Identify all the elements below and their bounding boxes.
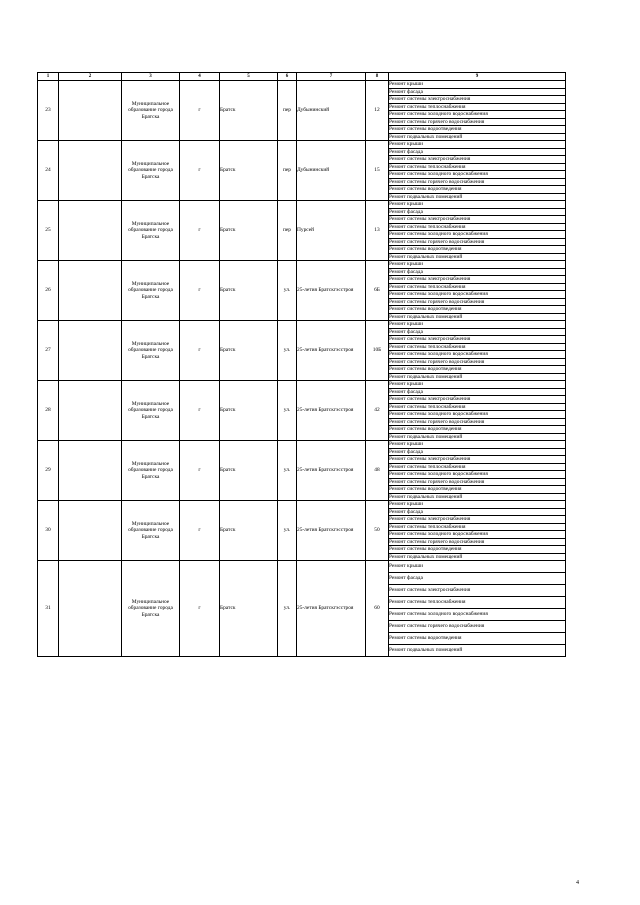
- organization: Муниципальное образование города Братска: [122, 201, 180, 261]
- locality-type: г: [180, 261, 220, 321]
- repair-work-item: Ремонт фасада: [389, 508, 566, 516]
- repair-work-item: Ремонт системы электроснабжения: [389, 396, 566, 404]
- repair-work-item: Ремонт подвальных помещений: [389, 253, 566, 261]
- table-row: [38, 561, 566, 573]
- repair-work-item: Ремонт системы горячего водоснабжения: [389, 418, 566, 426]
- repair-work-item: Ремонт системы горячего водоснабжения: [389, 358, 566, 366]
- repair-work-item: Ремонт системы холодного водоснабжения: [389, 351, 566, 359]
- col-header-4: 4: [180, 73, 220, 81]
- organization: Муниципальное образование города Братска: [122, 321, 180, 381]
- repair-work-item: Ремонт системы горячего водоснабжения: [389, 298, 566, 306]
- empty-cell: [59, 441, 122, 501]
- street-name: 25-летия Братскгэсстроя: [297, 561, 366, 657]
- table-row: [38, 261, 566, 269]
- organization: Муниципальное образование города Братска: [122, 561, 180, 657]
- street-name: 25-летия Братскгэсстроя: [297, 261, 366, 321]
- city: Братск: [220, 81, 278, 141]
- locality-type: г: [180, 201, 220, 261]
- housing-repair-table: [37, 72, 566, 657]
- repair-work-item: Ремонт системы теплоснабжения: [389, 463, 566, 471]
- street-type: ул.: [278, 501, 297, 561]
- table-row: [38, 501, 566, 509]
- row-number: 27: [38, 321, 59, 381]
- repair-work-item: Ремонт системы электроснабжения: [389, 585, 566, 597]
- repair-work-item: Ремонт фасада: [389, 328, 566, 336]
- table-row: [38, 81, 566, 89]
- house-number: 15: [366, 141, 389, 201]
- locality-type: г: [180, 561, 220, 657]
- locality-type: г: [180, 381, 220, 441]
- repair-work-item: Ремонт системы горячего водоснабжения: [389, 538, 566, 546]
- street-type: ул.: [278, 321, 297, 381]
- row-number: 30: [38, 501, 59, 561]
- repair-work-item: Ремонт системы холодного водоснабжения: [389, 471, 566, 479]
- row-number: 24: [38, 141, 59, 201]
- repair-work-item: Ремонт системы теплоснабжения: [389, 523, 566, 531]
- house-number: 50: [366, 501, 389, 561]
- row-number: 25: [38, 201, 59, 261]
- repair-work-item: Ремонт системы электроснабжения: [389, 516, 566, 524]
- repair-work-item: Ремонт системы электроснабжения: [389, 216, 566, 224]
- house-number: 13: [366, 201, 389, 261]
- col-header-7: 7: [297, 73, 366, 81]
- page-number: 4: [576, 880, 579, 886]
- repair-work-item: Ремонт системы водоотведения: [389, 486, 566, 494]
- col-header-9: 9: [389, 73, 566, 81]
- repair-work-item: Ремонт подвальных помещений: [389, 645, 566, 657]
- repair-work-item: Ремонт системы электроснабжения: [389, 156, 566, 164]
- city: Братск: [220, 501, 278, 561]
- street-type: ул.: [278, 441, 297, 501]
- repair-work-item: Ремонт системы горячего водоснабжения: [389, 621, 566, 633]
- table-body: [38, 81, 566, 657]
- repair-work-item: Ремонт системы горячего водоснабжения: [389, 118, 566, 126]
- repair-work-item: Ремонт подвальных помещений: [389, 553, 566, 561]
- street-name: 25-летия Братскгэсстроя: [297, 381, 366, 441]
- col-header-3: 3: [122, 73, 180, 81]
- house-number: 42: [366, 381, 389, 441]
- empty-cell: [59, 81, 122, 141]
- repair-work-item: Ремонт фасада: [389, 573, 566, 585]
- house-number: 60: [366, 561, 389, 657]
- repair-work-item: Ремонт крыши: [389, 441, 566, 449]
- organization: Муниципальное образование города Братска: [122, 501, 180, 561]
- repair-work-item: Ремонт системы электроснабжения: [389, 96, 566, 104]
- street-type: ул.: [278, 381, 297, 441]
- repair-work-item: Ремонт фасада: [389, 148, 566, 156]
- repair-work-item: Ремонт подвальных помещений: [389, 133, 566, 141]
- col-header-8: 8: [366, 73, 389, 81]
- street-type: пер: [278, 201, 297, 261]
- repair-work-item: Ремонт фасада: [389, 448, 566, 456]
- col-header-5: 5: [220, 73, 278, 81]
- empty-cell: [59, 501, 122, 561]
- repair-work-item: Ремонт системы водоотведения: [389, 633, 566, 645]
- row-number: 28: [38, 381, 59, 441]
- repair-work-item: Ремонт системы холодного водоснабжения: [389, 171, 566, 179]
- repair-work-item: Ремонт системы водоотведения: [389, 126, 566, 134]
- city: Братск: [220, 441, 278, 501]
- col-header-6: 6: [278, 73, 297, 81]
- repair-work-item: Ремонт системы теплоснабжения: [389, 103, 566, 111]
- locality-type: г: [180, 141, 220, 201]
- city: Братск: [220, 261, 278, 321]
- organization: Муниципальное образование города Братска: [122, 141, 180, 201]
- repair-work-item: Ремонт системы горячего водоснабжения: [389, 478, 566, 486]
- street-name: 25-летия Братскгэсстроя: [297, 441, 366, 501]
- table-row: [38, 201, 566, 209]
- repair-work-item: Ремонт системы горячего водоснабжения: [389, 238, 566, 246]
- row-number: 29: [38, 441, 59, 501]
- locality-type: г: [180, 81, 220, 141]
- repair-work-item: Ремонт крыши: [389, 561, 566, 573]
- repair-work-item: Ремонт фасада: [389, 208, 566, 216]
- col-header-2: 2: [59, 73, 122, 81]
- repair-work-item: Ремонт системы электроснабжения: [389, 276, 566, 284]
- repair-work-item: Ремонт системы холодного водоснабжения: [389, 531, 566, 539]
- organization: Муниципальное образование города Братска: [122, 81, 180, 141]
- city: Братск: [220, 321, 278, 381]
- repair-work-item: Ремонт системы водоотведения: [389, 546, 566, 554]
- repair-work-item: Ремонт крыши: [389, 321, 566, 329]
- col-header-1: 1: [38, 73, 59, 81]
- repair-work-item: Ремонт системы водоотведения: [389, 426, 566, 434]
- repair-work-item: Ремонт системы электроснабжения: [389, 456, 566, 464]
- street-type: ул.: [278, 261, 297, 321]
- repair-work-item: Ремонт системы водоотведения: [389, 186, 566, 194]
- street-type: ул.: [278, 561, 297, 657]
- repair-work-item: Ремонт системы холодного водоснабжения: [389, 411, 566, 419]
- repair-work-item: Ремонт системы теплоснабжения: [389, 403, 566, 411]
- repair-work-item: Ремонт системы холодного водоснабжения: [389, 111, 566, 119]
- repair-work-item: Ремонт фасада: [389, 88, 566, 96]
- house-number: 48: [366, 441, 389, 501]
- repair-work-item: Ремонт системы горячего водоснабжения: [389, 178, 566, 186]
- repair-work-item: Ремонт системы теплоснабжения: [389, 223, 566, 231]
- empty-cell: [59, 381, 122, 441]
- repair-work-item: Ремонт системы водоотведения: [389, 306, 566, 314]
- city: Братск: [220, 141, 278, 201]
- street-name: Дубынинский: [297, 81, 366, 141]
- repair-work-item: Ремонт крыши: [389, 81, 566, 89]
- repair-work-item: Ремонт системы холодного водоснабжения: [389, 291, 566, 299]
- header-row: [38, 73, 566, 81]
- organization: Муниципальное образование города Братска: [122, 381, 180, 441]
- locality-type: г: [180, 441, 220, 501]
- repair-work-item: Ремонт фасада: [389, 268, 566, 276]
- locality-type: г: [180, 501, 220, 561]
- empty-cell: [59, 321, 122, 381]
- street-name: Дубынинский: [297, 141, 366, 201]
- repair-work-item: Ремонт системы теплоснабжения: [389, 597, 566, 609]
- repair-work-item: Ремонт системы водоотведения: [389, 366, 566, 374]
- city: Братск: [220, 201, 278, 261]
- repair-work-item: Ремонт системы холодного водоснабжения: [389, 231, 566, 239]
- table-row: [38, 381, 566, 389]
- repair-work-item: Ремонт системы водоотведения: [389, 246, 566, 254]
- row-number: 26: [38, 261, 59, 321]
- empty-cell: [59, 201, 122, 261]
- table-row: [38, 141, 566, 149]
- house-number: 12: [366, 81, 389, 141]
- table-row: [38, 441, 566, 449]
- empty-cell: [59, 141, 122, 201]
- house-number: 6Б: [366, 261, 389, 321]
- empty-cell: [59, 561, 122, 657]
- street-name: Пурсей: [297, 201, 366, 261]
- repair-work-item: Ремонт крыши: [389, 381, 566, 389]
- street-name: 25-летия Братскгэсстроя: [297, 321, 366, 381]
- repair-work-item: Ремонт подвальных помещений: [389, 193, 566, 201]
- repair-work-item: Ремонт крыши: [389, 141, 566, 149]
- repair-work-item: Ремонт крыши: [389, 261, 566, 269]
- street-type: пер: [278, 81, 297, 141]
- organization: Муниципальное образование города Братска: [122, 441, 180, 501]
- repair-work-item: Ремонт системы теплоснабжения: [389, 343, 566, 351]
- repair-work-item: Ремонт крыши: [389, 501, 566, 509]
- city: Братск: [220, 561, 278, 657]
- repair-work-item: Ремонт фасада: [389, 388, 566, 396]
- empty-cell: [59, 261, 122, 321]
- row-number: 31: [38, 561, 59, 657]
- repair-work-item: Ремонт системы теплоснабжения: [389, 163, 566, 171]
- row-number: 23: [38, 81, 59, 141]
- street-type: пер: [278, 141, 297, 201]
- locality-type: г: [180, 321, 220, 381]
- house-number: 10Б: [366, 321, 389, 381]
- repair-work-item: Ремонт системы электроснабжения: [389, 336, 566, 344]
- repair-work-item: Ремонт подвальных помещений: [389, 493, 566, 501]
- repair-work-item: Ремонт крыши: [389, 201, 566, 209]
- table-row: [38, 321, 566, 329]
- repair-work-item: Ремонт системы холодного водоснабжения: [389, 609, 566, 621]
- repair-work-item: Ремонт подвальных помещений: [389, 433, 566, 441]
- city: Братск: [220, 381, 278, 441]
- street-name: 25-летия Братскгэсстроя: [297, 501, 366, 561]
- repair-work-item: Ремонт системы теплоснабжения: [389, 283, 566, 291]
- organization: Муниципальное образование города Братска: [122, 261, 180, 321]
- repair-work-item: Ремонт подвальных помещений: [389, 373, 566, 381]
- repair-work-item: Ремонт подвальных помещений: [389, 313, 566, 321]
